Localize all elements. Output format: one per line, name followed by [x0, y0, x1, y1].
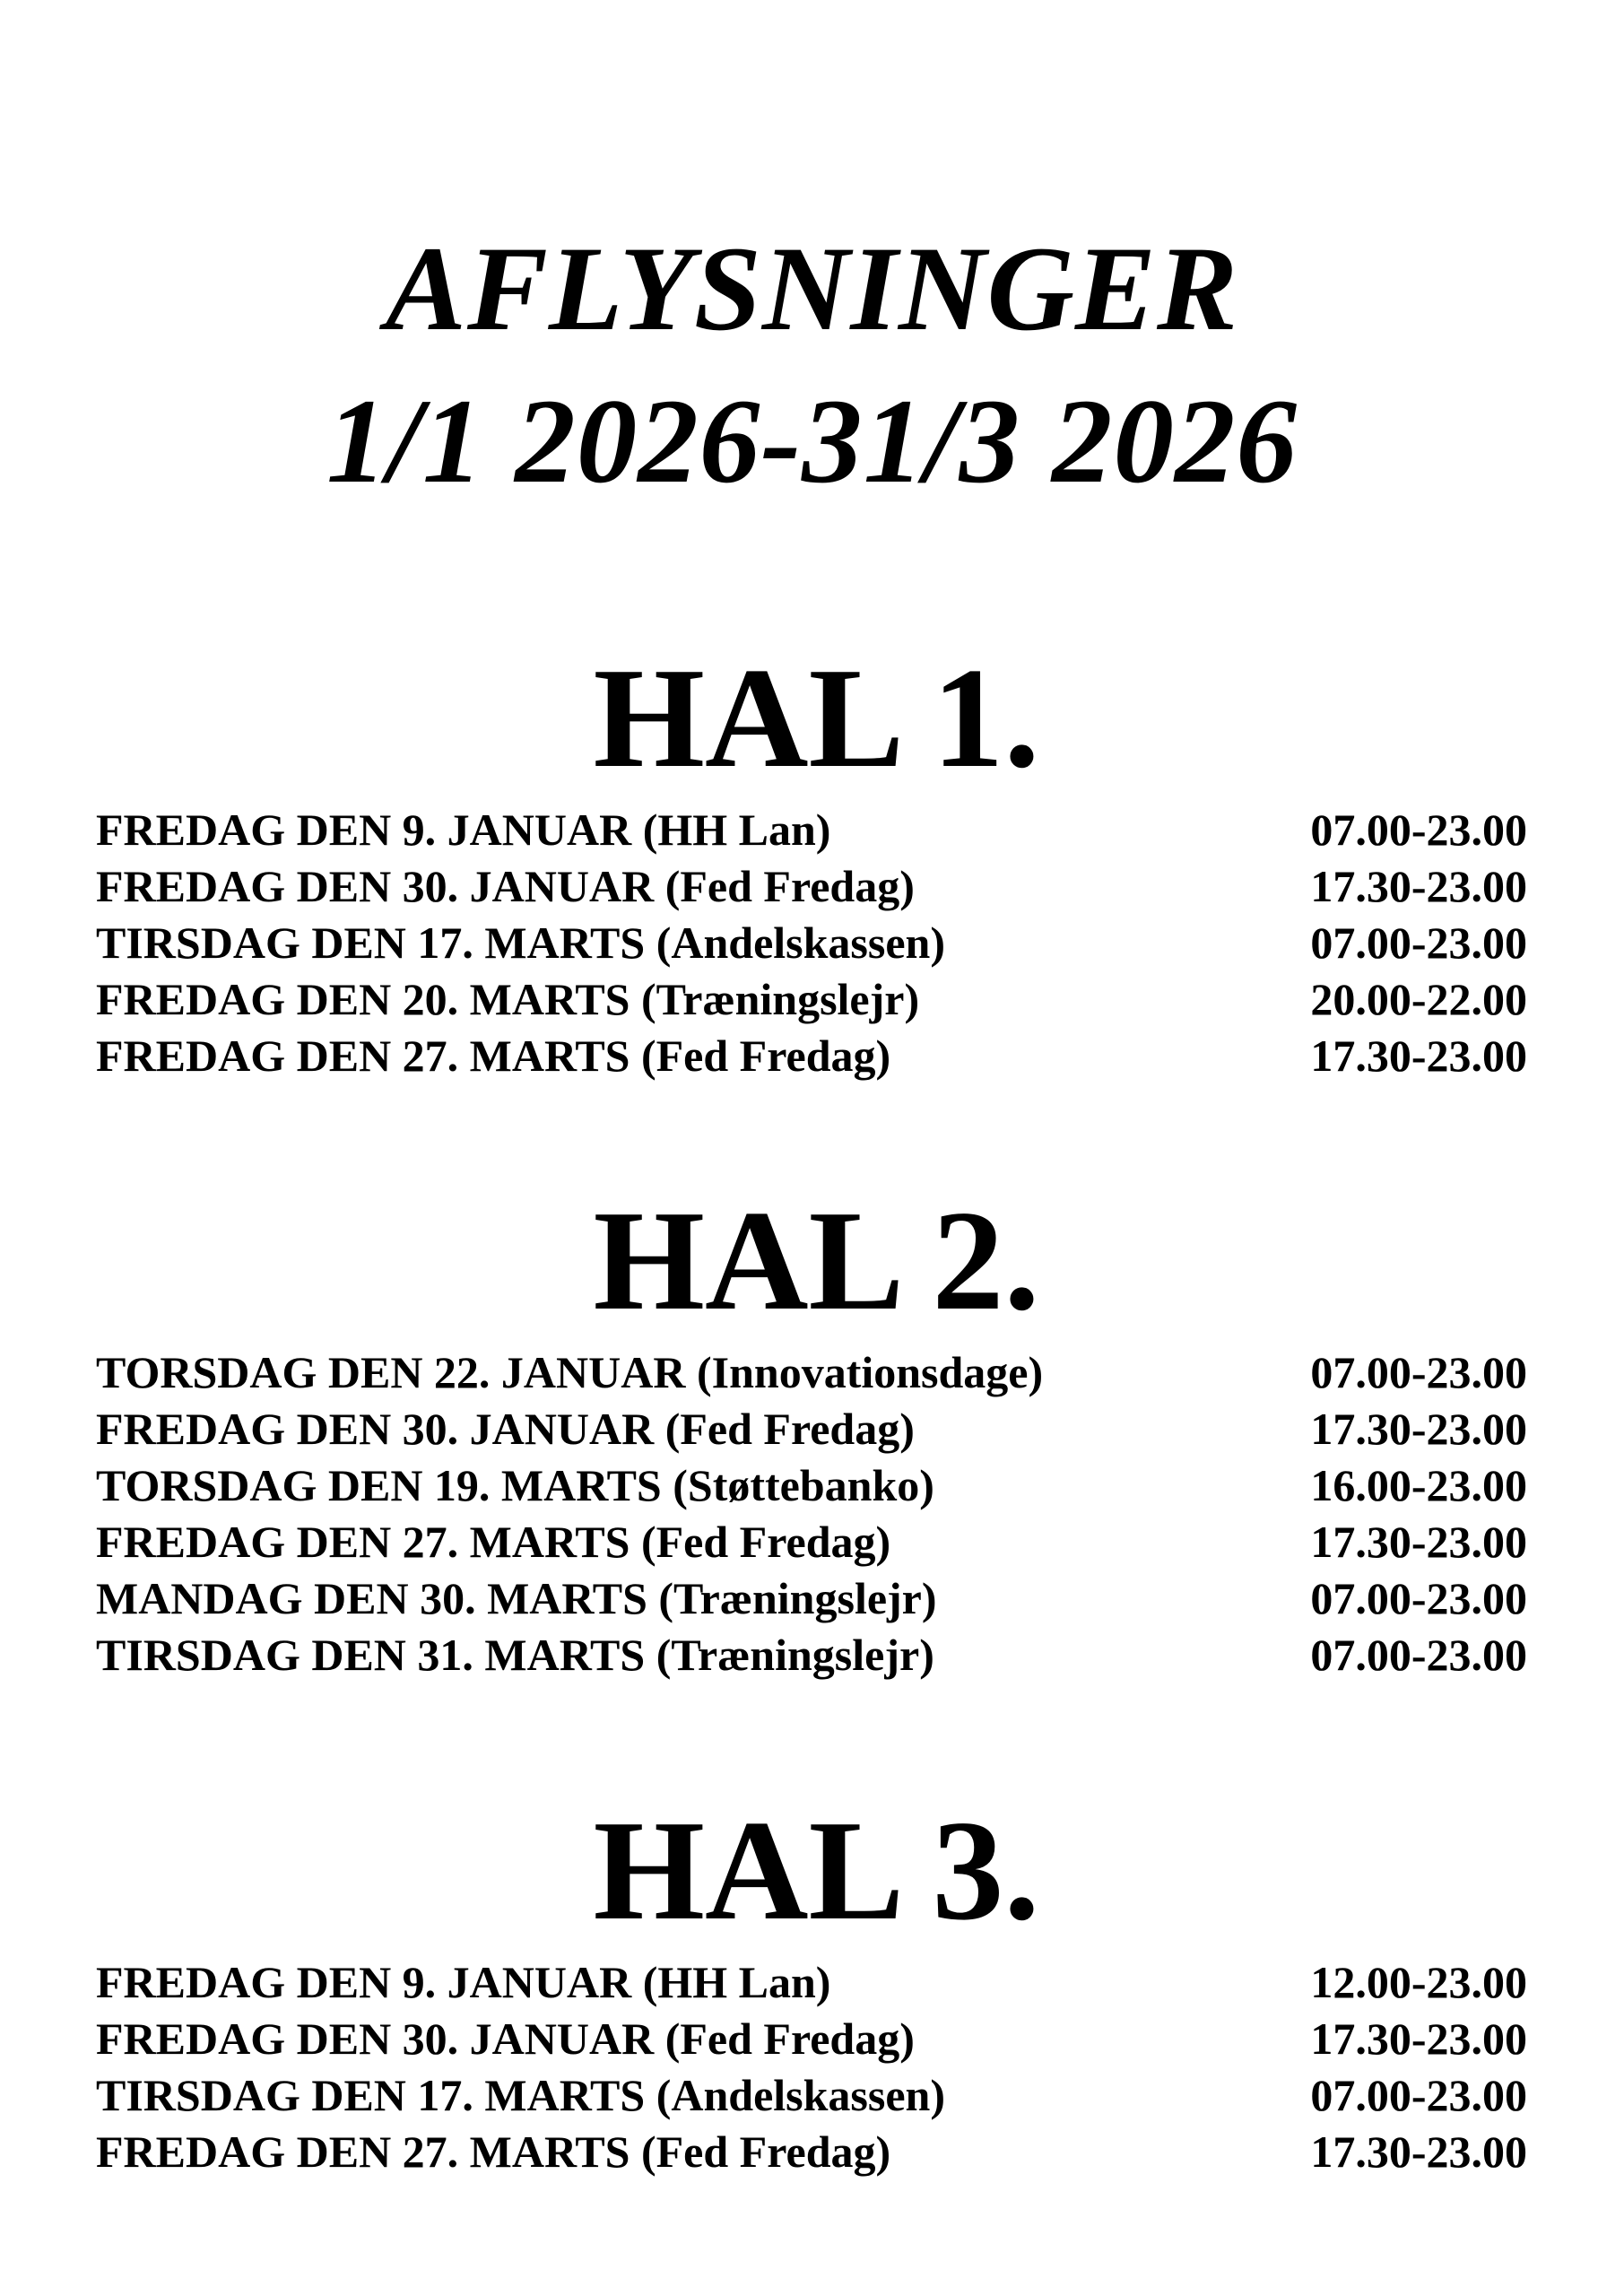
hall-1-section — [0, 638, 1624, 1084]
cancellation-row — [0, 2124, 1624, 2180]
cancellation-time: 17.30-23.00 — [1310, 1404, 1527, 1454]
document-title: AFLYSNINGER — [385, 222, 1239, 356]
cancellation-description: FREDAG DEN 27. MARTS (Fed Fredag) — [96, 1031, 891, 1081]
cancellation-row — [0, 1570, 1624, 1627]
cancellation-time: 07.00-23.00 — [1310, 2070, 1527, 2120]
cancellation-description: TIRSDAG DEN 17. MARTS (Andelskassen) — [96, 918, 945, 968]
cancellation-row — [0, 2067, 1624, 2124]
cancellation-row — [0, 1514, 1624, 1570]
cancellation-description: TORSDAG DEN 19. MARTS (Støttebanko) — [96, 1460, 934, 1510]
cancellation-description: FREDAG DEN 30. JANUAR (Fed Fredag) — [96, 1404, 915, 1454]
cancellation-time: 17.30-23.00 — [1310, 2126, 1527, 2177]
hall-2-section — [0, 1180, 1624, 1683]
date-range-title: 1/1 2026-31/3 2026 — [326, 375, 1298, 509]
cancellation-row — [0, 1028, 1624, 1084]
cancellation-time: 17.30-23.00 — [1310, 1517, 1527, 1567]
cancellation-time: 07.00-23.00 — [1310, 1573, 1527, 1623]
cancellation-time: 20.00-22.00 — [1310, 974, 1527, 1024]
cancellation-description: FREDAG DEN 9. JANUAR (HH Lan) — [96, 1957, 831, 2007]
hall-heading: HAL 2. — [593, 1180, 1040, 1340]
cancellation-list — [0, 1344, 1624, 1683]
cancellation-row — [0, 971, 1624, 1028]
cancellation-time: 07.00-23.00 — [1310, 1630, 1527, 1680]
cancellation-description: FREDAG DEN 30. JANUAR (Fed Fredag) — [96, 861, 915, 911]
cancellation-description: FREDAG DEN 20. MARTS (Træningslejr) — [96, 974, 920, 1024]
hall-3-section — [0, 1790, 1624, 2180]
cancellation-time: 07.00-23.00 — [1310, 918, 1527, 968]
cancellation-list — [0, 802, 1624, 1084]
cancellation-description: FREDAG DEN 9. JANUAR (HH Lan) — [96, 804, 831, 855]
cancellation-row — [0, 2011, 1624, 2067]
cancellation-row — [0, 915, 1624, 971]
cancellation-time: 07.00-23.00 — [1310, 1347, 1527, 1397]
cancellation-row — [0, 1457, 1624, 1514]
cancellation-row — [0, 1344, 1624, 1401]
cancellation-description: TIRSDAG DEN 31. MARTS (Træningslejr) — [96, 1630, 934, 1680]
cancellation-description: FREDAG DEN 27. MARTS (Fed Fredag) — [96, 2126, 891, 2177]
cancellation-time: 17.30-23.00 — [1310, 861, 1527, 911]
hall-heading: HAL 3. — [593, 1790, 1040, 1950]
cancellation-time: 07.00-23.00 — [1310, 804, 1527, 855]
cancellation-description: FREDAG DEN 27. MARTS (Fed Fredag) — [96, 1517, 891, 1567]
cancellation-row — [0, 1627, 1624, 1683]
cancellation-time: 16.00-23.00 — [1310, 1460, 1527, 1510]
cancellation-row — [0, 1401, 1624, 1457]
hall-heading: HAL 1. — [593, 638, 1040, 797]
cancellation-time: 17.30-23.00 — [1310, 2013, 1527, 2064]
cancellation-description: MANDAG DEN 30. MARTS (Træningslejr) — [96, 1573, 937, 1623]
cancellation-row — [0, 1954, 1624, 2011]
cancellation-description: FREDAG DEN 30. JANUAR (Fed Fredag) — [96, 2013, 915, 2064]
cancellation-description: TIRSDAG DEN 17. MARTS (Andelskassen) — [96, 2070, 945, 2120]
cancellation-description: TORSDAG DEN 22. JANUAR (Innovationsdage) — [96, 1347, 1044, 1397]
cancellation-row — [0, 858, 1624, 915]
cancellation-time: 12.00-23.00 — [1310, 1957, 1527, 2007]
cancellation-list — [0, 1954, 1624, 2180]
cancellation-time: 17.30-23.00 — [1310, 1031, 1527, 1081]
cancellation-row — [0, 802, 1624, 858]
